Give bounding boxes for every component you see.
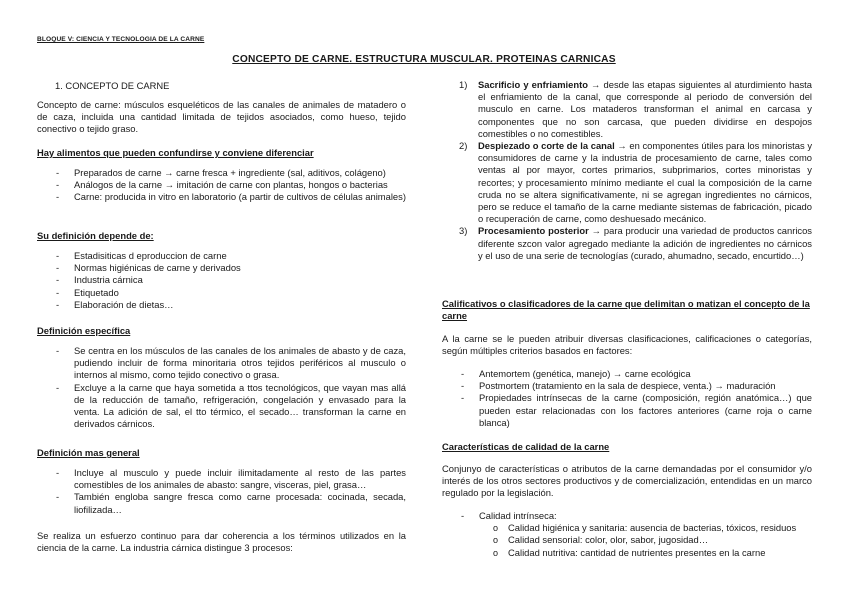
general-heading: Definición mas general: [37, 447, 140, 458]
bullet-dash: -: [461, 392, 465, 404]
sub-list-item: o Calidad sensorial: color, olor, sabor, jugosidad…: [493, 534, 709, 546]
bullet-dash: -: [56, 179, 60, 191]
process-list: [442, 79, 812, 262]
bullet-dash: -: [56, 286, 60, 298]
list-item: - Postmortem (tratamiento en la sala de despiece, venta.) → maduración: [461, 380, 776, 392]
list-item: - Calidad intrínseca:: [461, 510, 557, 521]
process-item: 1) Sacrificio y enfriamiento → desde las etapas siguientes al aturdimiento hasta el enfriamiento de la canal, que corresponde al periodo de conversión del musculo en carne. Los mataderos transforman el animal en carcasa y componentes que no son carcasa, que pueden dividirse en despojos comestibles o no comestibles.: [459, 79, 812, 139]
bullet-dash: -: [56, 262, 60, 274]
sub-list-item: o Calidad nutritiva: cantidad de nutrientes presentes en la carne: [493, 546, 766, 558]
list-item: - Se centra en los músculos de las canales de los animales de abasto y de caza, pudiendo incluir de forma minoritaria otros tejidos periféricos al musculo o internos al mismo, como tejido conectivo o grasa.: [56, 345, 406, 381]
list-item: - Carne: producida in vitro en laboratorio (a partir de cultivos de células animales): [56, 191, 406, 203]
bullet-dash: -: [461, 510, 465, 521]
quality-list: [442, 510, 812, 559]
bullet-dash: -: [56, 191, 60, 203]
list-item: - Excluye a la carne que haya sometida a ttos tecnológicos, que vayan mas allá de la reducción de tamaño, refrigeración, congelación y envasado para la venta. La adición de sal, el tto térmico, el secado… transforman la carne en derivados cárnicos.: [56, 381, 406, 430]
document-header: BLOQUE V: CIENCIA Y TECNOLOGIA DE LA CARNE: [37, 36, 205, 43]
bullet-circle: o: [493, 547, 499, 558]
specific-heading: Definición específica: [37, 325, 131, 336]
list-item: - Etiquetado: [56, 286, 119, 298]
quality-heading: Características de calidad de la carne: [442, 441, 610, 452]
bullet-dash: -: [56, 467, 60, 478]
qualifiers-list: [442, 368, 812, 429]
bullet-dash: -: [56, 381, 60, 393]
bullet-dash: -: [56, 491, 60, 503]
list-item: - Análogos de la carne → imitación de carne con plantas, hongos o bacterias: [56, 179, 388, 191]
list-item: - Propiedades intrínsecas de la carne (composición, región anatómica…) que pueden estar relacionadas con los factores anteriores (carne roja o carne blanca): [461, 392, 812, 428]
list-item: - También engloba sangre fresca como carne procesada: cocinada, secada, liofilizada…: [56, 491, 406, 515]
intro-paragraph: Concepto de carne: músculos esqueléticos de las canales de animales de matadero o de caza, incluida una cantidad limitada de tejidos asociados, como hueso, tejido conectivo o tejido graso.: [37, 99, 406, 135]
confusion-list: [37, 167, 406, 204]
process-item: 2) Despiezado o corte de la canal → en componentes útiles para los minoristas y consumidores de carne y la industria de procesamiento de carne, tales como ventas al por mayor, cortes primarios, subprimarios, cortes minoristas y recortes; y procesamiento mínimo mediante el cual la composición de la carne cruda no se altera significativamente, ni se agregan ingredientes no cárnicos, pero se reduce el tamaño de la carne mediante sistemas de fabricación, picado o recuperación de carne, como deshuesado mecánico.: [459, 140, 813, 225]
general-list: [37, 467, 406, 516]
section-heading: 1. CONCEPTO DE CARNE: [55, 80, 170, 91]
list-item: - Normas higiénicas de carne y derivados: [56, 262, 241, 274]
process-term: Sacrificio y enfriamiento: [478, 79, 588, 90]
process-term: Procesamiento posterior: [478, 225, 589, 237]
page-title: CONCEPTO DE CARNE. ESTRUCTURA MUSCULAR. PROTEINAS CARNICAS: [232, 54, 616, 65]
closing-paragraph: Se realiza un esfuerzo continuo para dar coherencia a los términos utilizados en la ciencia de la carne. La industria cárnica distingue 3 procesos:: [37, 530, 406, 554]
bullet-dash: -: [56, 345, 60, 356]
qualifiers-heading: Calificativos o clasificadores de la carne que delimitan o matizan el concepto de la carne: [442, 298, 810, 322]
bullet-dash: -: [461, 380, 465, 392]
quality-intro: Conjunyo de características o atributos de la carne demandadas por el consumidor y/o interés de los otros sectores productivos y de comercialización, entendidas en un marco regulado por la legislación.: [442, 463, 812, 499]
process-item: 3) Procesamiento posterior → para producir una variedad de productos canricos diferente szcon valor agregado mediante la adición de ingredientes no cárnicos y el uso de una serie de tecnologías (curado, ahumadno, secado, encurtido…): [459, 225, 812, 261]
definition-heading: Su definición depende de:: [37, 230, 154, 241]
list-item: - Incluye al musculo y puede incluir ilimitadamente al resto de las partes comestibles de los animales de abasto: sangre, visceras, piel, grasa…: [56, 467, 406, 491]
definition-list: [37, 250, 406, 311]
list-item: - Antemortem (genética, manejo) → carne ecológica: [461, 368, 691, 379]
bullet-circle: o: [493, 523, 499, 534]
sub-list-item: o Calidad higiénica y sanitaria: ausencia de bacterias, tóxicos, residuos: [493, 522, 797, 534]
confusion-heading: Hay alimentos que pueden confundirse y conviene diferenciar: [37, 147, 314, 158]
list-item: - Preparados de carne → carne fresca + ingrediente (sal, aditivos, colágeno): [56, 167, 386, 178]
list-item: - Industria cárnica: [56, 274, 143, 286]
bullet-dash: -: [56, 167, 60, 178]
list-item: - Estadisiticas d eproduccion de carne: [56, 250, 227, 261]
bullet-dash: -: [56, 250, 60, 261]
bullet-dash: -: [56, 274, 60, 286]
list-item: - Elaboración de dietas…: [56, 298, 174, 310]
process-term: Despiezado o corte de la canal: [478, 140, 615, 152]
bullet-dash: -: [461, 368, 465, 379]
specific-list: [37, 345, 406, 430]
bullet-dash: -: [56, 298, 60, 310]
qualifiers-intro: A la carne se le pueden atribuir diversas clasificaciones, calificaciones o categorías, según múltiples criterios basados en factores:: [442, 333, 812, 357]
bullet-circle: o: [493, 535, 499, 546]
